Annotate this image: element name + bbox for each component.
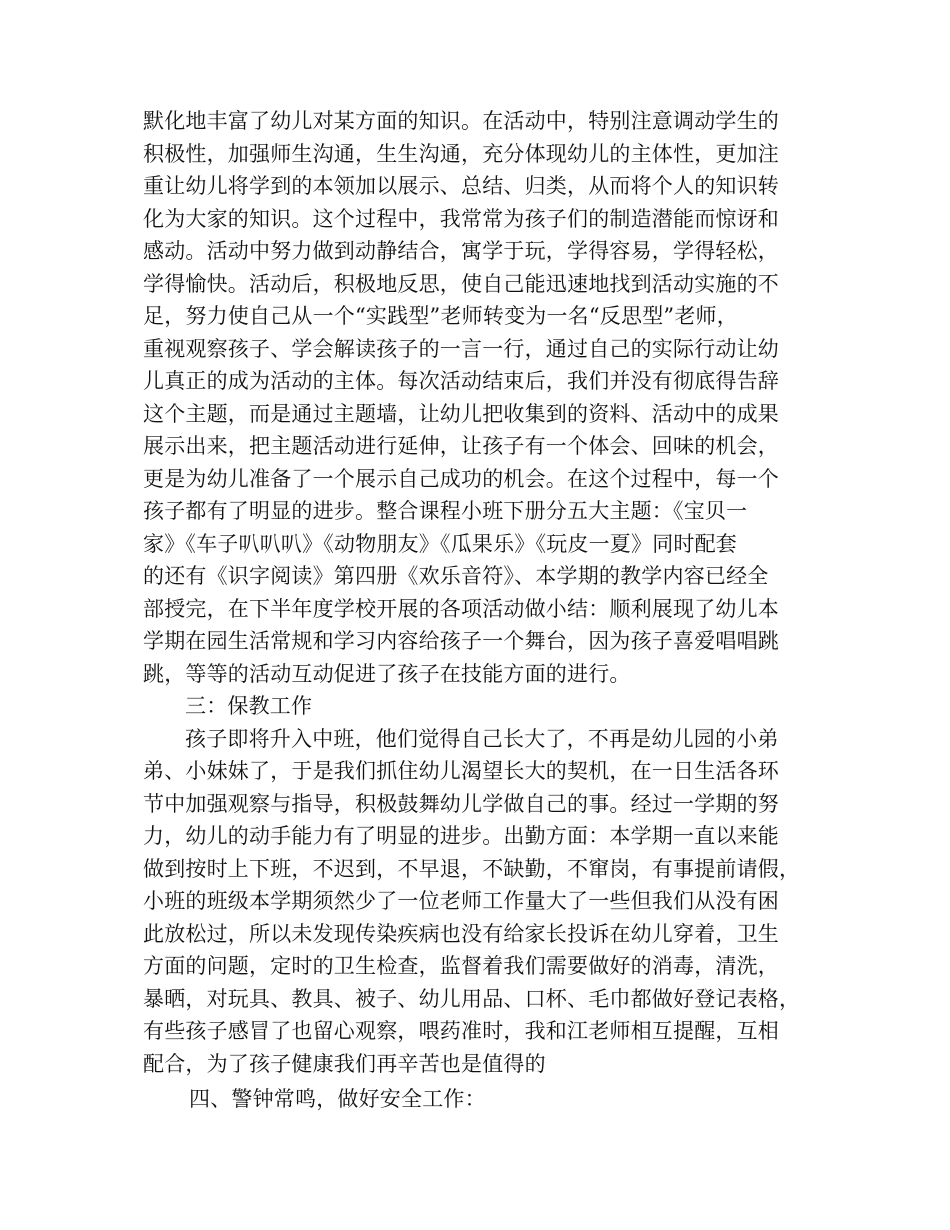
text-line: 跳，等等的活动互动促进了孩子在技能方面的进行。 xyxy=(143,661,631,686)
text-line: 家》《车子叭叭叭》《动物朋友》《瓜果乐》《玩皮一夏》同时配套 xyxy=(143,531,737,556)
text-line: 方面的问题，定时的卫生检查，监督着我们需要做好的消毒，清洗， xyxy=(143,954,779,978)
text-line: 学期在园生活常规和学习内容给孩子一个舞台，因为孩子喜爱唱唱跳 xyxy=(143,629,779,653)
text-line: 孩子都有了明显的进步。整合课程小班下册分五大主题：《宝贝一 xyxy=(143,499,748,523)
text-line: 重视观察孩子、学会解读孩子的一言一行，通过自己的实际行动让幼 xyxy=(143,336,779,361)
text-line: 重让幼儿将学到的本领加以展示、总结、归类，从而将个人的知识转 xyxy=(143,174,779,198)
text-line: 儿真正的成为活动的主体。每次活动结束后，我们并没有彻底得告辞 xyxy=(143,369,779,393)
document-body xyxy=(143,105,803,1116)
paragraph-curriculum xyxy=(143,105,803,690)
section-heading-safety: 四、警钟常鸣，做好安全工作： xyxy=(189,1087,486,1111)
text-line: 展示出来，把主题活动进行延伸，让孩子有一个体会、回味的机会， xyxy=(143,434,779,458)
text-line: 节中加强观察与指导，积极鼓舞幼儿学做自己的事。经过一学期的努 xyxy=(143,791,779,816)
text-line: 弟、小妹妹了，于是我们抓住幼儿渴望长大的契机，在一日生活各环 xyxy=(143,759,779,783)
text-line: 的还有《识字阅读》第四册《欢乐音符》、本学期的教学内容已经全 xyxy=(143,564,769,588)
text-line: 此放松过，所以未发现传染疾病也没有给家长投诉在幼儿穿着，卫生 xyxy=(143,921,779,946)
text-line: 足，努力使自己从一个“实践型”老师转变为一名“反思型”老师， xyxy=(143,304,738,328)
text-line: 化为大家的知识。这个过程中，我常常为孩子们的制造潜能而惊讶和 xyxy=(143,206,779,231)
section-heading-care-education: 三：保教工作 xyxy=(185,694,313,718)
text-line: 有些孩子感冒了也留心观察，喂药准时，我和江老师相互提醒，互相 xyxy=(143,1019,779,1043)
text-line: 这个主题，而是通过主题墙，让幼儿把收集到的资料、活动中的成果 xyxy=(143,401,779,426)
text-line: 孩子即将升入中班，他们觉得自己长大了，不再是幼儿园的小弟 xyxy=(185,726,779,751)
text-line: 做到按时上下班，不迟到，不早退，不缺勤，不窜岗，有事提前请假， xyxy=(143,856,801,881)
paragraph-care-education xyxy=(143,723,803,1081)
text-line: 小班的班级本学期须然少了一位老师工作量大了一些但我们从没有困 xyxy=(143,889,779,913)
text-line: 力，幼儿的动手能力有了明显的进步。出勤方面：本学期一直以来能 xyxy=(143,824,779,848)
text-line: 更是为幼儿准备了一个展示自己成功的机会。在这个过程中，每一个 xyxy=(143,466,779,491)
text-line: 配合，为了孩子健康我们再辛苦也是值得的 xyxy=(143,1051,546,1076)
text-line: 部授完，在下半年度学校开展的各项活动做小结：顺利展现了幼儿本 xyxy=(143,596,779,621)
text-line: 感动。活动中努力做到动静结合，寓学于玩，学得容易，学得轻松， xyxy=(143,239,779,263)
text-line: 暴晒，对玩具、教具、被子、幼儿用品、口杯、毛巾都做好登记表格， xyxy=(143,986,801,1011)
text-line: 学得愉快。活动后，积极地反思，使自己能迅速地找到活动实施的不 xyxy=(143,271,779,296)
text-line: 默化地丰富了幼儿对某方面的知识。在活动中，特别注意调动学生的 xyxy=(143,109,779,133)
text-line: 积极性，加强师生沟通，生生沟通，充分体现幼儿的主体性，更加注 xyxy=(143,141,779,166)
